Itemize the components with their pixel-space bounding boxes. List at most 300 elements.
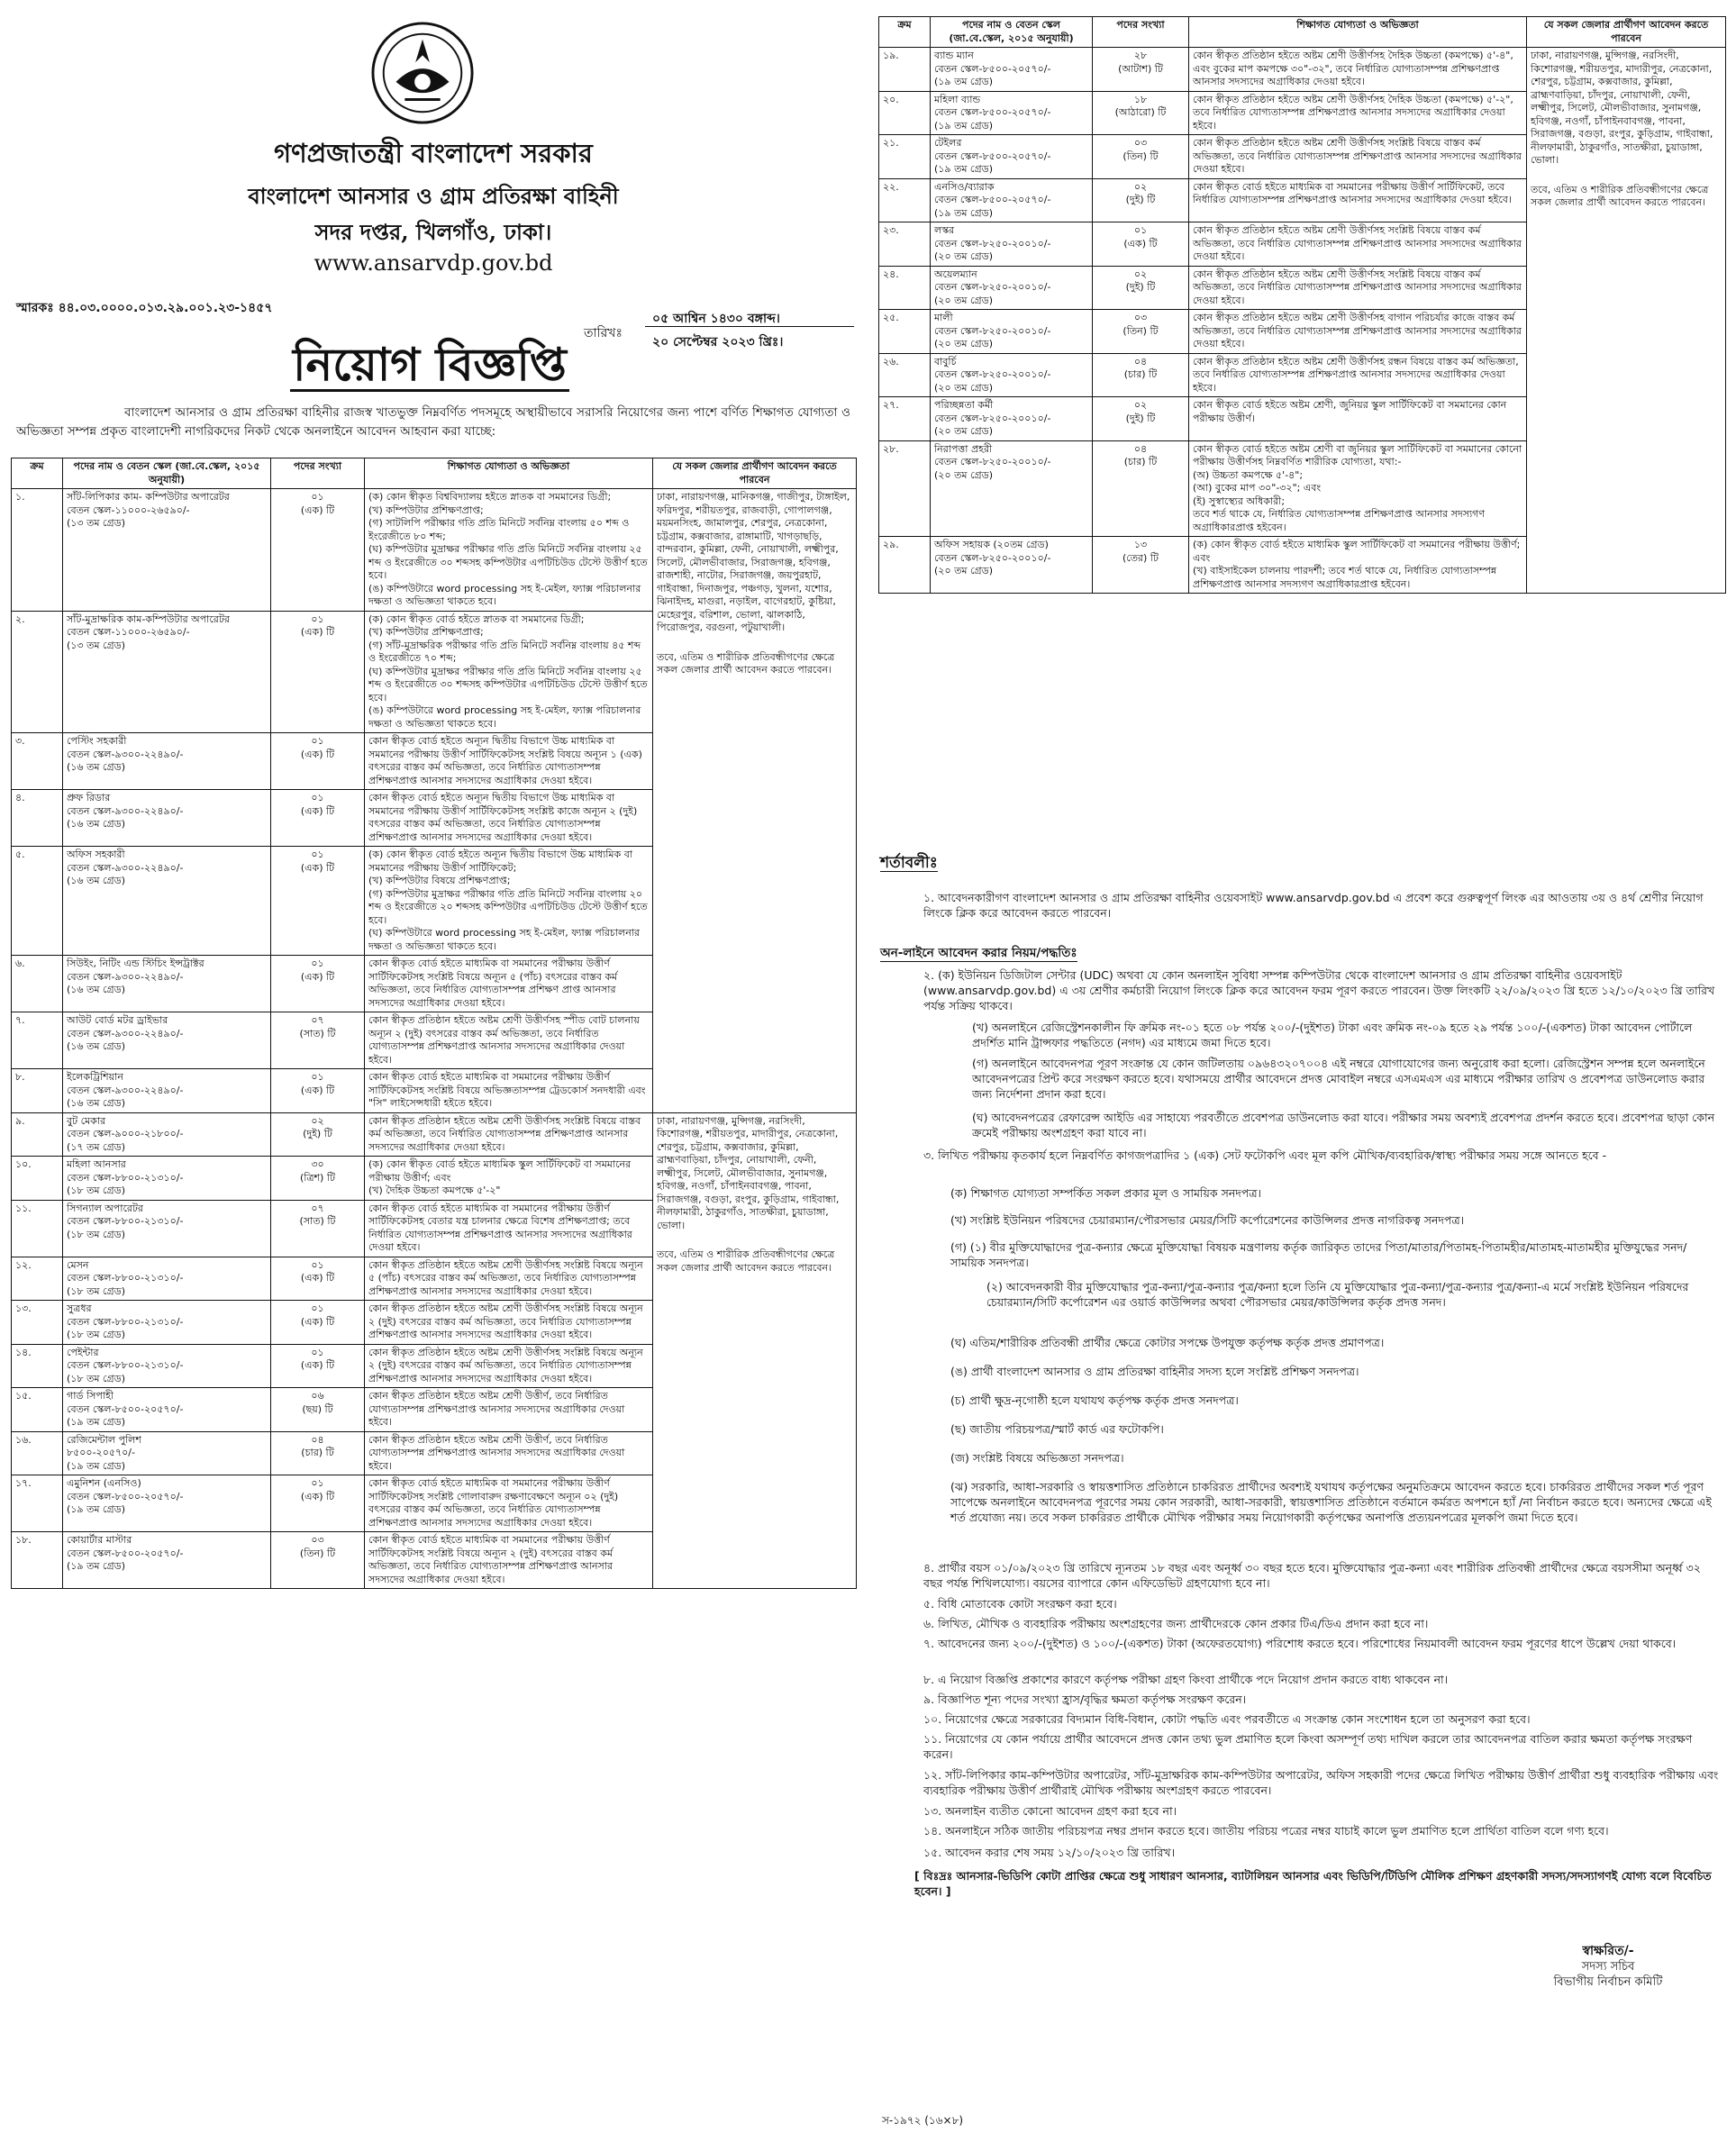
row-qualification [1189,222,1527,267]
count-line: (তিন) টি [1122,150,1159,162]
row-post [63,489,271,612]
count-line: ০১ [311,1302,324,1314]
qualification-line: (ক) কোন স্বীকৃত বিশ্ববিদ্যালয় হইতে স্নাতক বা সমমানের ডিগ্রী; [368,491,612,503]
post-line: পেস্টিং সহকারী [67,735,127,747]
row-count [1093,91,1189,135]
post-line: (১৩ তম গ্রেড) [67,517,126,529]
qualification-line: (ক) কোন স্বীকৃত বোর্ড হইতে অন্যূন দ্বিতীয় বিভাগে উচ্চ মাধ্যমিক বা সমমানের পরীক্ষায় উত্তীর্ণ সার্টিফিকেট; [368,849,633,874]
row-count [1093,222,1189,267]
left-column [11,0,856,1585]
post-line: (১৬ তম গ্রেড) [67,875,126,886]
condition-15: ১৫. আবেদন করার শেষ সময় ১২/১০/২০২৩ খ্রি তারিখ। [923,1846,1176,1859]
qualification-line: (ক) কোন স্বীকৃত বোর্ড হইতে স্নাতক বা সমমানের ডিগ্রী; [368,613,585,625]
post-line: বেতন স্কেল-৯৩০০-২২৪৯০/- [67,1084,184,1096]
count-line: (এক) টি [300,748,335,760]
row-serial: ২৬. [879,353,931,397]
row-post [931,310,1093,354]
office-address: সদর দপ্তর, খিলগাঁও, ঢাকা। [314,219,552,245]
row-post [931,91,1093,135]
post-line: বেতন স্কেল-৮৮০০-২১৩১০/- [67,1315,184,1328]
post-line: বেতন স্কেল-৮৫০০-২০৫৭০/- [934,194,1051,205]
count-line: (ছয়) টি [302,1402,333,1415]
qualification-line: কোন স্বীকৃত বোর্ড হইতে মাধ্যমিক বা সমমানের পরীক্ষায় উত্তীর্ণ সার্টিফিকেটসহ সংশ্লিষ্ট গোলাবারুদ রক্ষণাবেক্ষণে অন্যূন ০২ (দুই) বৎসরের বাস্তব কর্ম অভিজ্ঞতা, তবে নির্ধারিত যোগ্যতাসম্পন্ন প্রশিক্ষণপ্রাপ্ত আনসার সদস্যদের অগ্রাধিকার দেওয়া হইবে। [368,1477,619,1529]
row-post [63,956,271,1012]
qualification-line: (ঘ) কম্পিউটার মুদ্রাক্ষর পরীক্ষার গতি প্রতি মিনিটে সর্বনিম্ন বাংলায় ২৫ শব্দ ও ইংরেজীতে ৩০ শব্দসহ কম্পিউটার এপটিচিউড টেস্টে উত্তীর্ণ হতে হবে। [368,665,648,703]
count-line: ০৩ [1133,137,1148,149]
qualification-line: কোন স্বীকৃত প্রতিষ্ঠান হইতে অষ্টম শ্রেণী উত্তীর্ণসহ সংশ্লিষ্ট বিষয়ে অন্যূন ২ (দুই) বৎসরের বাস্তব কর্ম অভিজ্ঞতা, তবে নির্ধারিত যোগ্যতাসম্পন্ন প্রশিক্ষণপ্রাপ্ত আনসার সদস্যদের অগ্রাধিকার দেওয়া হইবে। [368,1302,643,1340]
count-line: ০৪ [1133,355,1148,368]
qualification-line: কোন স্বীকৃত প্রতিষ্ঠান হইতে অষ্টম শ্রেণী উত্তীর্ণসহ সংশ্লিষ্ট বিষয়ে বাস্তব কর্ম অভিজ্ঞতা, তবে নির্ধারিত যোগ্যতাসম্পন্ন প্রশিক্ষণপ্রাপ্ত আনসার সদস্যদের অগ্রাধিকার দেওয়া হইবে। [1193,137,1522,175]
qualification-line: (খ) কম্পিউটার প্রশিক্ষণপ্রাপ্ত; [368,504,484,516]
count-line: ২৮ [1133,50,1148,61]
post-line: বেতন স্কেল-৯০০০-২১৮০০/- [67,1128,184,1139]
department-name: বাংলাদেশ আনসার ও গ্রাম প্রতিরক্ষা বাহিনী [248,183,619,209]
post-line: ব্যান্ড ম্যান [934,50,974,61]
row-post [63,1012,271,1069]
condition-2-kha: (খ) অনলাইনে রেজিস্ট্রেশনকালীন ফি ক্রমিক নং-০১ হতে ০৮ পর্যন্ত ২০০/-(দুইশত) টাকা এবং ক্রমিক নং-০৯ হতে ২৯ পর্যন্ত ১০০/-(একশত) টাকা আবেদন পোর্টালে প্রদর্শিত মানি ট্রান্সফার পদ্ধতিতে (নগদ) এর মাধ্যমে জমা দিতে হবে। [972,1021,1693,1049]
row-serial: ৭. [12,1012,63,1069]
count-line: ০১ [1133,224,1148,236]
post-line: পরিচ্ছন্নতা কর্মী [934,399,994,411]
row-qualification [365,956,653,1012]
header-serial: ক্রম [12,458,63,489]
count-line: (আটাশ) টি [1118,62,1163,75]
post-line: (২০ তম গ্রেড) [934,338,994,349]
qualification-line: (গ) সাটলিপি পরীক্ষার গতি প্রতি মিনিটে সর্বনিম্ন বাংলায় ৫০ শব্দ ও ইংরেজীতে ৮০ শব্দ; [368,517,630,542]
count-line: (তের) টি [1122,551,1159,564]
row-post [63,1532,271,1589]
district-note: তবে, এতিম ও শারীরিক প্রতিবন্ধীগণের ক্ষেত্রে সকল জেলার প্রার্থী আবেদন করতে পারবেন। [657,1248,835,1274]
count-line: (চার) টি [1123,368,1158,380]
row-post [931,537,1093,594]
qualification-line: (ক) কোন স্বীকৃত বোর্ড হইতে মাধ্যমিক স্কুল সার্টিফিকেট বা সমমানের পরীক্ষায় উত্তীর্ণ; এবং [368,1158,632,1184]
post-line: (১৬ তম গ্রেড) [67,984,126,995]
post-line: বেতন স্কেল-৮৫০০-২০৫৭০/- [67,1490,184,1502]
condition-11: ১১. নিয়োগের যে কোন পর্যায়ে প্রার্থীর আবেদনে প্রদত্ত কোন তথ্য ভুল প্রমাণিত হলে কিংবা অসম্পূর্ণ তথ্য দাখিল করলে তার আবেদনপত্র বাতিল করার ক্ষমতা কর্তৃপক্ষ সংরক্ষণ করেন। [923,1732,1693,1761]
count-line: (দুই) টি [1125,281,1156,293]
post-line: (১৯ তম গ্রেড) [67,1503,126,1515]
row-qualification [1189,353,1527,397]
qualification-line: কোন স্বীকৃত প্রতিষ্ঠান হইতে অষ্টম শ্রেণী উত্তীর্ণসহ সংশ্লিষ্ট বিষয়ে বাস্তব কর্ম অভিজ্ঞতা, তবে নির্ধারিত যোগ্যতাসম্পন্ন প্রশিক্ষণপ্রাপ্ত আনসার সদস্যদের অগ্রাধিকার দেওয়া হইবে। [368,1114,641,1153]
post-line: আউট বোর্ড মটর ড্রাইভার [67,1014,168,1026]
count-line: ০২ [311,1114,324,1127]
count-line: (এক) টি [300,1272,335,1284]
post-line: টেইলর [934,137,962,149]
post-line: (১৯ তম গ্রেড) [67,1560,126,1572]
post-line: অফিস সহকারী [67,849,125,860]
qualification-line: (খ) বাইসাইকেল চালনায় পারদর্শী; তবে শর্ত থাকে যে, নির্ধারিত যোগ্যতাসম্পন্ন প্রশিক্ষণপ্রাপ্ত আনসার সদস্যগণ অগ্রাধিকারপ্রাপ্ত হইবেন। [1193,565,1497,590]
row-qualification [365,489,653,612]
row-post [63,733,271,790]
count-line: (তিন) টি [1122,324,1159,337]
row-serial: ১. [12,489,63,612]
condition-10: ১০. নিয়োগের ক্ষেত্রে সরকারের বিদ্যমান বিধি-বিধান, কোটা পদ্ধতি এবং পরবর্তীতে এ সংক্রান্ত কোন সংশোধন হলে তা অনুসরণ করা হবে। [923,1712,1531,1726]
condition-2-ga: (গ) অনলাইনে আবেদনপত্র পূরণ সংক্রান্ত যে কোন জটিলতায় ০৯৬৪৩২০৭০০৪ এই নম্বরে যোগাযোগের জন্য অনুরোধ করা হলো। রেজিস্ট্রেশন সম্পন্ন হলে অনলাইনে আবেদনপত্রের প্রিন্ট করে সংরক্ষণ করতে হবে। যথাসময়ে প্রার্থীর আবেদনে প্রদত্ত মোবাইল নম্বরে এসএমএস এর মাধ্যমে পরীক্ষার তারিখ ও প্রবেশপত্র ডাউনলোড করার জন্য নির্দেশনা প্রদান করা হবে। [972,1057,1705,1101]
condition-3-gha: (ঘ) এতিম/শারীরিক প্রতিবন্ধী প্রার্থীর ক্ষেত্রে কোটার সপক্ষে উপযুক্ত কর্তৃপক্ষ কর্তৃক প্রদত্ত প্রমাণপত্র। [950,1336,1385,1349]
row-post [931,222,1093,267]
row-qualification [1189,397,1527,441]
condition-3-ka: (ক) শিক্ষাগত যোগ্যতা সম্পর্কিত সকল প্রকার মূল ও সাময়িক সনদপত্র। [950,1186,1261,1200]
post-line: বেতন স্কেল-৯৩০০-২২৪৯০/- [67,970,184,983]
qualification-line: কোন স্বীকৃত বোর্ড হইতে মাধ্যমিক বা সমমানের পরীক্ষায় উত্তীর্ণ সার্টিফিকেট, তবে নির্ধারিত যোগ্যতাসম্পন্ন প্রশিক্ষণপ্রাপ্ত আনসার সদস্যদের অগ্রাধিকার দেওয়া হইবে। [1193,180,1512,205]
post-line: প্রুফ রিডার [67,792,111,803]
row-qualification [1189,135,1527,179]
count-line: ০৭ [311,1202,324,1214]
qualification-line: কোন স্বীকৃত প্রতিষ্ঠান হইতে অষ্টম শ্রেণী উত্তীর্ণসহ সংশ্লিষ্ট বিষয়ে বাস্তব কর্ম অভিজ্ঞতা, তবে নির্ধারিত যোগ্যতাসম্পন্ন প্রশিক্ষণপ্রাপ্ত আনসার সদস্যদের অগ্রাধিকার দেওয়া হইবে। [1193,224,1522,262]
post-line: বেতন স্কেল-৮৮০০-২১৩১০/- [67,1359,184,1371]
condition-3-ga-2: (২) আবেদনকারী বীর মুক্তিযোদ্ধার পুত্র-কন্যা/পুত্র-কন্যার পুত্র/কন্যা হলে তিনি যে মুক্তিযোদ্ধার পুত্র-কন্যা/পুত্র-কন্যার পুত্র/কন্যা-এ মর্মে সংশ্লিষ্ট ইউনিয়ন পরিষদের চেয়ারম্যান/সিটি কর্পোরেশন এর ওয়ার্ড কাউন্সিলর অথবা পৌরসভার মেয়র/কাউন্সিলর কর্তৃক প্রদত্ত সনদ। [986,1280,1689,1309]
count-line: (এক) টি [300,1490,335,1502]
count-line: ০১ [311,613,324,625]
row-post [931,440,1093,537]
header-districts: যে সকল জেলার প্রার্থীগণ আবেদন করতে পারবেন [653,458,857,489]
row-post [931,266,1093,310]
post-line: এমুনিশন (এনসিও) [67,1477,141,1489]
qualification-line: (ঙ) কম্পিউটারে word processing সহ ই-মেইল, ফ্যাক্স পরিচালনার দক্ষতা ও অভিজ্ঞতা থাকতে হবে। [368,582,641,607]
qualification-line: কোন স্বীকৃত বোর্ড হইতে মাধ্যমিক বা সমমানের পরীক্ষায় উত্তীর্ণ সার্টিফিকেটসহ সংশ্লিষ্ট বিষয়ে অন্যূন ৫ (পাঁচ) বৎসরের বাস্তব কর্ম অভিজ্ঞতা, তবে নির্ধারিত যোগ্যতাসম্পন্ন প্রশিক্ষণ প্রাপ্ত আনসার সদস্যদের অগ্রাধিকার দেওয়া হইবে। [368,958,618,1009]
post-line: (১৬ তম গ্রেড) [67,1097,126,1109]
qualification-line: কোন স্বীকৃত বোর্ড হইতে মাধ্যমিক বা সমমানের পরীক্ষায় উত্তীর্ণ সার্টিফিকেটসহ বেতার যন্ত্র চালনার ক্ষেত্রে বিশেষ প্রশিক্ষণপ্রাপ্ত; তবে নির্ধারিত যোগ্যতাসম্পন্ন প্রশিক্ষণপ্রাপ্ত আনসার সদস্যদের অগ্রাধিকার দেওয়া হইবে। [368,1202,632,1253]
row-count [271,1257,365,1301]
district-list: ঢাকা, নারায়ণগঞ্জ, মুন্সিগঞ্জ, নরসিংদী, কিশোরগঞ্জ, শরীয়তপুর, মাদারীপুর, নেত্রকোনা, শেরপুর, চট্টগ্রাম, কক্সবাজার, কুমিল্লা, ব্রাহ্মণবাড়িয়া, চাঁদপুর, নোয়াখালী, ফেনী, লক্ষ্মীপুর, সিলেট, মৌলভীবাজার, সুনামগঞ্জ, হবিগঞ্জ, নওগাঁ, চাঁপাইনবাবগঞ্জ, পাবনা, সিরাজগঞ্জ, বগুড়া, রংপুর, কুড়িগ্রাম, গাইবান্ধা, নীলফামারী, ঠাকুরগাঁও, সাতক্ষীরা, চুয়াডাঙ্গা, ভোলা। [1531,50,1713,166]
count-line: (এক) টি [300,626,335,638]
intro-paragraph: বাংলাদেশ আনসার ও গ্রাম প্রতিরক্ষা বাহিনীর রাজস্ব খাতভুক্ত নিম্নবর্ণিত পদসমূহে অস্থায়ীভাবে সরাসরি নিয়োগের জন্য পাশে বর্ণিত শিক্ষাগত যোগ্যতা ও অভিজ্ঞতা সম্পন্ন প্রকৃত বাংলাদেশী নাগরিকদের নিকট থেকে অনলাইনে আবেদন আহবান করা যাচ্ছে: [16,405,850,439]
govt-title: গণপ্রজাতন্ত্রী বাংলাদেশ সরকার [274,138,593,168]
post-line: বেতন স্কেল-৮২৫০-২০০১০/- [934,368,1051,380]
count-line: ১৮ [1133,93,1148,105]
count-line: ০১ [311,735,324,747]
count-line: ০২ [1133,268,1148,280]
post-line: পেইন্টার [67,1346,99,1358]
post-line: বেতন স্কেল-৮৮০০-২১৩১০/- [67,1171,184,1184]
count-line: (সাত) টি [299,1215,336,1227]
post-line: সিগন্যাল অপারেটর [67,1202,143,1214]
count-line: (এক) টি [300,1315,335,1328]
qualification-line: (ঙ) কম্পিউটারে word processing সহ ই-মেইল, ফ্যাক্স পরিচালনার দক্ষতা ও অভিজ্ঞতা থাকতে হবে। [368,704,641,730]
qualification-line: (ই) সুস্বাস্থ্যের অধিকারী; [1193,495,1286,507]
condition-8: ৮. এ নিয়োগ বিজ্ঞপ্তি প্রকাশের কারণে কর্তৃপক্ষ পরীক্ষা গ্রহণ কিংবা প্রার্থীকে পদে নিয়োগ প্রদান করতে বাধ্য থাকবেন না। [923,1673,1449,1686]
date-label: তারিখঃ [584,326,623,340]
row-count [271,1200,365,1257]
count-line: ০৬ [311,1390,324,1402]
row-post [63,847,271,956]
condition-2-ka: ২. (ক) ইউনিয়ন ডিজিটাল সেন্টার (UDC) অথবা যে কোন অনলাইন সুবিধা সম্পন্ন কম্পিউটার থেকে বাংলাদেশ আনসার ও গ্রাম প্রতিরক্ষা বাহিনীর ওয়েবসাইট (www.ansarvdp.gov.bd) এ ৩য় শ্রেণীর কর্মচারী নিয়োগ লিংকে ক্লিক করে আবেদন ফরম পূরণ করতে পারবেন। উক্ত লিংকটি ২২/০৯/২০২৩ খ্রি হতে ১২/১০/২০২৩ খ্রি তারিখ পর্যন্ত সক্রিয় থাকবে। [923,968,1715,1012]
count-line: ০৩ [1133,312,1148,323]
row-qualification [1189,91,1527,135]
count-line: (আঠারো) টি [1114,106,1167,118]
row-qualification [1189,178,1527,222]
post-line: বেতন স্কেল-৮৫০০-২০৫৭০/- [67,1402,184,1415]
row-post [63,790,271,847]
date-bangla: ০৫ আশ্বিন ১৪৩০ বঙ্গাব্দ। [652,312,780,326]
row-serial: ১২. [12,1257,63,1301]
post-line: (১৯ তম গ্রেড) [934,76,994,87]
row-qualification [365,1388,653,1432]
qualification-line: (গ) সাঁট-মুদ্রাক্ষরিক পরীক্ষার গতি প্রতি মিনিটে সর্বনিম্ন বাংলায় ৪৫ শব্দ ও ইংরেজীতে ৭০ শব্দ; [368,639,641,664]
row-count [1093,266,1189,310]
count-line: ০১ [311,1346,324,1358]
row-count [271,611,365,733]
count-line: ০১ [311,792,324,803]
online-method-heading: অন-লাইনে আবেদন করার নিয়ম/পদ্ধতিঃ [880,946,1077,960]
website-link[interactable]: www.ansarvdp.gov.bd [314,250,553,276]
row-post [63,1388,271,1432]
row-post [931,48,1093,92]
post-line: বেতন স্কেল-১১০০০-২৬৫৯০/- [67,626,190,638]
post-line: বেতন স্কেল-৮৮০০-২১৩১০/- [67,1272,184,1284]
condition-3-ga-1: (গ) (১) বীর মুক্তিযোদ্ধাদের পুত্র-কন্যার ক্ষেত্রে মুক্তিযোদ্ধা বিষয়ক মন্ত্রণালয় কর্তৃক জারিকৃত তাদের পিতা/মাতার/পিতামহ-পিতামহীর/মাতামহ-মাতামহীর মুক্তিযুদ্ধের সনদ/সাময়িক সনদপত্র। [950,1240,1687,1269]
count-line: (দুই) টি [1125,412,1156,424]
qualification-line: কোন স্বীকৃত প্রতিষ্ঠান হইতে অষ্টম শ্রেণী উত্তীর্ণসহ দৈহিক উচ্চতা (কমপক্ষে) ৫'-৪", এবং বুকের মাপ কমপক্ষে ৩০"-৩২", তবে নির্ধারিত যোগ্যতাসম্পন্ন প্রশিক্ষণপ্রাপ্ত আনসার সদস্যদের অগ্রাধিকার দেওয়া হইবে। [1193,50,1513,87]
condition-3-uma: (ঙ) প্রার্থী বাংলাদেশ আনসার ও গ্রাম প্রতিরক্ষা বাহিনীর সদস্য হলে সংশ্লিষ্ট প্রশিক্ষণ সনদপত্র। [950,1365,1359,1378]
qualification-line: কোন স্বীকৃত বোর্ড হইতে অন্যূন দ্বিতীয় বিভাগে উচ্চ মাধ্যমিক বা সমমানের পরীক্ষায় উত্তীর্ণ সার্টিফিকেটসহ সংশ্লিষ্ট বিষয়ে অন্যূন ১ (এক) বৎসরের বাস্তব কর্ম অভিজ্ঞতা, তবে নির্ধারিত যোগ্যতাসম্পন্ন প্রশিক্ষণপ্রাপ্ত আনসার সদস্যদের অগ্রাধিকার দেওয়া হইবে। [368,735,642,786]
row-count [271,1157,365,1201]
post-line: বাবুর্চি [934,355,957,368]
district-note: তবে, এতিম ও শারীরিক প্রতিবন্ধীগণের ক্ষেত্রে সকল জেলার প্রার্থী আবেদন করতে পারবেন। [657,650,835,676]
row-serial: ২০. [879,91,931,135]
post-line: বেতন স্কেল-৮২৫০-২০০১০/- [934,412,1051,424]
district-list: ঢাকা, নারায়ণগঞ্জ, মানিকগঞ্জ, গাজীপুর, টাঙ্গাইল, ফরিদপুর, শরীয়তপুর, রাজবাড়ী, গোপালগঞ্জ, ময়মনসিংহ, জামালপুর, শেরপুর, নেত্রকোনা, চট্টগ্রাম, কক্সবাজার, রাঙ্গামাটি, খাগড়াছড়ি, বান্দরবান, কুমিল্লা, ফেনী, নোয়াখালী, লক্ষ্মীপুর, সিলেট, মৌলভীবাজার, সিরাজগঞ্জ, হবিগঞ্জ, রাজশাহী, নাটোর, সিরাজগঞ্জ, জয়পুরহাট, গাইবান্ধা, দিনাজপুর, পঞ্চগড়, খুলনা, যশোর, ঝিনাইদহ, মাগুরা, নড়াইল, বাগেরহাট, কুষ্টিয়া, মেহেরপুর, বরিশাল, ভোলা, ঝালকাঠি, পিরোজপুর, বরগুনা, পটুয়াখালী। [657,491,850,633]
qualification-line: কোন স্বীকৃত বোর্ড হইতে মাধ্যমিক বা সমমানের পরীক্ষায় উত্তীর্ণ সার্টিফিকেটসহ সংশ্লিষ্ট বিষয়ে অভিজ্ঞতাসম্পন্ন ট্রেডকোর্স সনদধারী এবং "সি" লাইসেন্সধারী হইতে হইবে। [368,1071,646,1109]
post-line: (১৯ তম গ্রেড) [934,163,994,175]
row-qualification [365,1012,653,1069]
row-qualification [365,1200,653,1257]
row-count [271,1431,365,1475]
date-divider [645,326,854,327]
post-line: (১৮ তম গ্রেড) [67,1228,126,1240]
district-note: তবে, এতিম ও শারীরিক প্রতিবন্ধীগণের ক্ষেত্রে সকল জেলার প্রার্থী আবেদন করতে পারবেন। [1531,183,1709,208]
qualification-line: কোন স্বীকৃত বোর্ড হইতে মাধ্যমিক বা সমমানের পরীক্ষায় উত্তীর্ণ সার্টিফিকেটসহ সংশ্লিষ্ট বিষয়ে অন্যূন ২ (দুই) বৎসরের বাস্তব কর্ম অভিজ্ঞতা, তবে নির্ধারিত যোগ্যতাসম্পন্ন প্রশিক্ষণপ্রাপ্ত আনসার সদস্যদের অগ্রাধিকার দেওয়া হইবে। [368,1534,614,1585]
count-line: ০৭ [311,1014,324,1026]
row-post [63,1475,271,1532]
qualification-line: কোন স্বীকৃত প্রতিষ্ঠান হইতে অষ্টম শ্রেণী উত্তীর্ণসহ সংশ্লিষ্ট বিষয়ে অন্যূন ২ (দুই) বৎসরের বাস্তব কর্ম অভিজ্ঞতা, তবে নির্ধারিত যোগ্যতাসম্পন্ন প্রশিক্ষণপ্রাপ্ত আনসার সদস্যদের অগ্রাধিকার দেওয়া হইবে। [368,1346,643,1384]
row-serial: ২৭. [879,397,931,441]
row-serial: ২৪. [879,266,931,310]
count-line: (এক) টি [300,970,335,983]
row-post [931,397,1093,441]
count-line: ০১ [311,1071,324,1083]
qualification-line: কোন স্বীকৃত বোর্ড হইতে অষ্টম শ্রেণী বা জুনিয়র স্কুল সার্টিফিকেট বা সমমানের কোনো পরীক্ষায় উত্তীর্ণসহ নিম্নবর্ণিত শারীরিক যোগ্যতা, যথা:- [1193,442,1522,467]
post-line: (১৮ তম গ্রেড) [67,1184,126,1196]
row-post [63,1157,271,1201]
post-line: (২০ তম গ্রেড) [934,425,994,437]
signatory-title: সদস্য সচিব [1581,1960,1635,1974]
qualification-line: (ঘ) কম্পিউটারে word processing সহ ই-মেইল, ফ্যাক্স পরিচালনার দক্ষতা ও অভিজ্ঞতা থাকতে হবে। [368,927,640,952]
notice-header [11,0,856,473]
post-line: সাঁট-লিপিকার কাম- কম্পিউটার অপারেটর [67,491,230,503]
qualification-line: কোন স্বীকৃত বোর্ড হইতে অষ্টম শ্রেণী, জুনিয়র স্কুল সার্টিফিকেট বা সমমানের কোন পরীক্ষায় উত্তীর্ণ। [1193,399,1507,424]
post-line: বেতন স্কেল-৮২৫০-২০০১০/- [934,237,1051,250]
row-serial: ১৩. [12,1301,63,1345]
post-line: অফিস সহায়ক (২০তম গ্রেড) [934,539,1049,550]
count-line: ০১ [311,1477,324,1489]
post-line: (১৯ তম গ্রেড) [934,119,994,132]
row-count [271,1112,365,1157]
post-line: বেতন স্কেল-৯৩০০-২২৪৯০/- [67,804,184,817]
row-count [271,790,365,847]
row-count [1093,310,1189,354]
row-serial: ১৪. [12,1344,63,1388]
condition-3-jha: (ঝ) সরকারি, আধা-সরকারি ও স্বায়ত্তশাসিত প্রতিষ্ঠানে চাকরিরত প্রার্থীদের অবশ্যই যথাযথ কর্তৃপক্ষের অনুমতিক্রমে আবেদন করতে হবে। চাকরিরত প্রার্থীদের সকল শর্ত পূরণ সাপেক্ষে অনলাইনে আবেদনপত্র পূরণের সময় কোন সরকারী, আধা-সরকারী, স্বায়ত্তশাসিত প্রতিষ্ঠানে বর্তমানে কর্মরত অপশনে হ্যাঁ /না নির্বাচন করতে হবে। অন্যদের ক্ষেত্রে এই শর্ত প্রযোজ্য নয়। তবে সকল চাকরিরত প্রার্থীকে মৌখিক পরীক্ষার সময় নিয়োগকারী কর্তৃপক্ষের অনাপত্তি প্রত্যয়নপত্রের মূলকপি জমা দিতে হবে। [950,1480,1712,1524]
post-line: এনসিও/ব্যারাক [934,180,995,193]
row-serial: ৪. [12,790,63,847]
row-qualification [1189,266,1527,310]
row-qualification [365,1112,653,1157]
jobs-table-left [11,458,857,1589]
row-qualification [365,1157,653,1201]
count-line: (এক) টি [300,804,335,817]
jobs-table-right [878,16,1726,594]
date-english: ২০ সেপ্টেম্বর ২০২৩ খ্রিঃ। [652,335,784,349]
row-qualification [365,1475,653,1532]
count-line: ১৩ [1133,539,1148,550]
row-count [271,847,365,956]
footer-code: স-১৯৭২ (১৬×৮) [882,2114,964,2127]
condition-2-gha: (ঘ) আবেদনপত্রের রেফারেন্স আইডি এর সাহায্যে পরবর্তীতে প্রবেশপত্র ডাউনলোড করা যাবে। পরীক্ষার সময় অবশ্যই প্রবেশপত্র প্রদর্শন করতে হবে। প্রবেশপত্র ছাড়া কোন ক্রমেই পরীক্ষায় অংশগ্রহণ করা যাবে না। [972,1111,1715,1139]
condition-3: ৩. লিখিত পরীক্ষায় কৃতকার্য হলে নিম্নবর্ণিত কাগজপত্রাদির ১ (এক) সেট ফটোকপি এবং মূল কপি মৌখিক/ব্যবহারিক/স্বাস্থ্য পরীক্ষার সময় সঙ্গে আনতে হবে - [923,1148,1607,1162]
row-serial: ১০. [12,1157,63,1201]
row-qualification [365,1301,653,1345]
row-count [271,733,365,790]
post-line: গার্ড সিপাহী [67,1390,114,1402]
header-count: পদের সংখ্যা [1093,17,1189,48]
row-post [63,1257,271,1301]
condition-3-kha: (খ) সংশ্লিষ্ট ইউনিয়ন পরিষদের চেয়ারম্যান/পৌরসভার মেয়র/সিটি কর্পোরেশনের কাউন্সিলর প্রদত্ত নাগরিকত্ব সনদপত্র। [950,1213,1465,1227]
condition-14: ১৪. অনলাইনে সঠিক জাতীয় পরিচয়পত্র নম্বর প্রদান করতে হবে। জাতীয় পরিচয় পত্রের নম্বর যাচাই কালে ভুল প্রমাণিত হলে প্রার্থিতা বাতিল বলে গণ্য হবে। [923,1824,1609,1838]
row-qualification [365,790,653,847]
count-line: ০১ [311,491,324,503]
row-serial: ৫. [12,847,63,956]
post-line: বেতন স্কেল-৮২৫০-২০০১০/- [934,551,1051,564]
row-serial: ৮. [12,1069,63,1113]
post-line: লস্কর [934,224,955,236]
post-line: (২০ তম গ্রেড) [934,565,994,576]
row-serial: ২৯. [879,537,931,594]
condition-5: ৫. বিধি মোতাবেক কোটা সংরক্ষণ করা হবে। [923,1597,1117,1611]
row-qualification [365,1344,653,1388]
table-header-row [12,458,857,489]
qualification-line: (ঘ) কম্পিউটার মুদ্রাক্ষর পরীক্ষার গতি প্রতি মিনিটে সর্বনিম্ন বাংলায় ২৫ শব্দ ও ইংরেজীতে ৩০ শব্দসহ কম্পিউটার এপটিচিউড টেস্টে উত্তীর্ণ হতে হবে। [368,543,648,581]
row-districts [1527,48,1726,594]
qualification-line: কোন স্বীকৃত প্রতিষ্ঠান হইতে অষ্টম শ্রেণী উত্তীর্ণসহ সংশ্লিষ্ট বিষয়ে অন্যূন ৫ (পাঁচ) বৎসরের বাস্তব কর্ম অভিজ্ঞতা, তবে নির্ধারিত যোগ্যতাসম্পন্ন প্রশিক্ষণপ্রাপ্ত আনসার সদস্যদের অগ্রাধিকার দেওয়া হইবে। [368,1258,643,1297]
post-line: (২০ তম গ্রেড) [934,294,994,306]
post-line: (১৮ তম গ্রেড) [67,1372,126,1384]
row-districts [653,489,857,1113]
row-qualification [1189,440,1527,537]
row-count [271,1388,365,1432]
qualification-line: কোন স্বীকৃত প্রতিষ্ঠান হইতে অষ্টম শ্রেণী উত্তীর্ণসহ রন্ধন বিষয়ে বাস্তব কর্ম অভিজ্ঞতা, তবে নির্ধারিত যোগ্যতাসম্পন্ন প্রশিক্ষণপ্রাপ্ত আনসার সদস্যদের অগ্রাধিকার দেওয়া হইবে। [1193,355,1519,394]
post-line: ৮৫০০-২০৫৭০/- [67,1447,135,1458]
row-serial: ২১. [879,135,931,179]
row-count [271,1475,365,1532]
post-line: মহিলা ব্যান্ড [934,93,981,105]
header-serial: ক্রম [879,17,931,48]
condition-12: ১২. সাঁট-লিপিকার কাম-কম্পিউটার অপারেটর, সাঁট-মুদ্রাক্ষরিক কাম-কম্পিউটার অপারেটর, অফিস সহকারী পদের ক্ষেত্রে লিখিত পরীক্ষায় উত্তীর্ণ প্রার্থীরা শুধু ব্যবহারিক পরীক্ষায় এবং ব্যবহারিক পরীক্ষায় উত্তীর্ণ প্রার্থীরাই মৌখিক পরীক্ষায় অংশগ্রহণ করতে পারবেন। [923,1768,1719,1797]
count-line: ০৩ [311,1534,324,1546]
row-post [63,1200,271,1257]
header-count: পদের সংখ্যা [271,458,365,489]
condition-13: ১৩. অনলাইন ব্যতীত কোনো আবেদন গ্রহণ করা হবে না। [923,1804,1177,1818]
row-qualification [365,1069,653,1113]
post-line: সিউইং, নিটিং এন্ড স্টিচিং ইন্সট্রাক্টর [67,958,205,969]
conditions-title: শর্তাবলীঃ [880,854,938,872]
post-line: নিরাপত্তা প্রহরী [934,442,993,455]
qualification-line: (খ) দৈহিক উচ্চতা কমপক্ষে ৫'-২" [368,1184,501,1196]
row-qualification [365,611,653,733]
post-line: (১৬ তম গ্রেড) [67,1040,126,1052]
post-line: (১৯ তম গ্রেড) [67,1416,126,1428]
condition-4: ৪. প্রার্থীর বয়স ০১/০৯/২০২৩ খ্রি তারিখে ন্যূনতম ১৮ বছর এবং অনূর্ধ্ব ৩০ বছর হতে হবে। মুক্তিযোদ্ধার পুত্র-কন্যা এবং শারীরিক প্রতিবন্ধী প্রার্থীদের ক্ষেত্রে বয়সসীমা অনূর্ধ্ব ৩২ বছর পর্যন্ত শিথিলযোগ্য। বয়সের ব্যাপারে কোন এফিডেভিট গ্রহণযোগ্য হবে না। [923,1561,1701,1590]
row-qualification [1189,48,1527,92]
post-line: বেতন স্কেল-৯৩০০-২২৪৯০/- [67,861,184,874]
table-row [12,489,857,612]
post-line: মহিলা আনসার [67,1158,126,1170]
count-line: ৩০ [311,1158,324,1170]
row-qualification [365,1257,653,1301]
signed-label: স্বাক্ষরিত/- [1582,1944,1634,1958]
post-line: সাঁট-মুদ্রাক্ষরিক কাম-কম্পিউটার অপারেটর [67,613,230,625]
post-line: (১৭ তম গ্রেড) [67,1140,126,1153]
row-districts [653,1112,857,1589]
post-line: (২০ তম গ্রেড) [934,250,994,262]
condition-3-cha: (চ) প্রার্থী ক্ষুদ্র-নৃগোষ্ঠী হলে যথাযথ কর্তৃপক্ষ কর্তৃক প্রদত্ত সনদপত্র। [950,1393,1239,1407]
special-note: [ বিঃদ্রঃ আনসার-ভিডিপি কোটা প্রাপ্তির ক্ষেত্রে শুধু সাধারণ আনসার, ব্যাটালিয়ন আনসার এবং ভিডিপি/টিডিপি মৌলিক প্রশিক্ষণ গ্রহণকারী সদস্য/সদস্যাগণই যোগ্য বলে বিবেচিত হবেন। ] [914,1869,1712,1898]
table-row [879,48,1726,92]
count-line: (এক) টি [300,1359,335,1371]
qualification-line: কোন স্বীকৃত প্রতিষ্ঠান হইতে অষ্টম শ্রেণী উত্তীর্ণসহ স্পীড বোট চালনায় অন্যূন ২ (দুই) বৎসরের বাস্তব কর্ম অভিজ্ঞতা, তবে নির্ধারিত যোগ্যতাসম্পন্ন প্রশিক্ষণপ্রাপ্ত আনসার সদস্যদের অগ্রাধিকার দেওয়া হইবে। [368,1014,640,1066]
qualification-line: (খ) কম্পিউটার বিষয়ে প্রশিক্ষণপ্রাপ্ত; [368,875,511,886]
row-post [931,178,1093,222]
row-count [1093,537,1189,594]
row-serial: ১৬. [12,1431,63,1475]
post-line: (১৩ তম গ্রেড) [67,639,126,651]
row-post [63,1069,271,1113]
notice-title: নিয়োগ বিজ্ঞপ্তি [290,331,569,392]
row-post [63,1344,271,1388]
count-line: ০৪ [311,1433,324,1446]
count-line: (ত্রিশ) টি [300,1171,335,1184]
row-qualification [365,847,653,956]
post-line: মেসন [67,1258,89,1271]
count-line: (দুই) টি [1125,194,1156,205]
post-line: কোয়ার্টার মাস্টার [67,1534,132,1546]
row-post [63,1431,271,1475]
count-line: ০২ [1133,399,1148,411]
post-line: সুত্রধর [67,1302,92,1314]
table-row [12,1112,857,1157]
row-serial: ২৩. [879,222,931,267]
post-line: বুট মেকার [67,1114,106,1127]
qualification-line: (আ) বুকের মাপ ৩০"-৩২"; এবং [1193,482,1322,494]
row-count [1093,440,1189,537]
qualification-line: কোন স্বীকৃত প্রতিষ্ঠান হইতে অষ্টম শ্রেণী উত্তীর্ণসহ দৈহিক উচ্চতা (কমপক্ষে) ৫'-২", তবে নির্ধারিত যোগ্যতাসম্পন্ন প্রশিক্ষণপ্রাপ্ত আনসার সদস্যদের অগ্রাধিকার দেওয়া হইবে। [1193,93,1513,132]
row-post [63,1301,271,1345]
post-line: বেতন স্কেল-১১০০০-২৬৫৯০/- [67,504,190,516]
row-count [271,1301,365,1345]
row-post [63,1112,271,1157]
count-line: ০২ [1133,180,1148,193]
row-qualification [365,1431,653,1475]
condition-6: ৬. লিখিত, মৌখিক ও ব্যবহারিক পরীক্ষায় অংশগ্রহণের জন্য প্রার্থীদেরকে কোন প্রকার টিএ/ডিএ প্রদান করা হবে না। [923,1617,1429,1630]
count-line: (এক) টি [300,504,335,516]
row-count [1093,48,1189,92]
qualification-line: কোন স্বীকৃত প্রতিষ্ঠান হইতে অষ্টম শ্রেণী উত্তীর্ণসহ সংশ্লিষ্ট বিষয়ে বাস্তব কর্ম অভিজ্ঞতা, তবে নির্ধারিত যোগ্যতাসম্পন্ন প্রশিক্ষণপ্রাপ্ত আনসার সদস্যদের অগ্রাধিকার দেওয়া হইবে। [1193,268,1522,306]
count-line: (দুই) টি [303,1128,332,1139]
row-count [271,489,365,612]
qualification-line: কোন স্বীকৃত প্রতিষ্ঠান হইতে অষ্টম শ্রেণী উত্তীর্ণ, তবে নির্ধারিত যোগ্যতাসম্পন্ন প্রশিক্ষণপ্রাপ্ত আনসার সদস্যদের অগ্রাধিকার দেওয়া হইবে। [368,1433,625,1472]
row-serial: ২৮. [879,440,931,537]
memo-number: স্মারকঃ ৪৪.০৩.০০০০.০১৩.২৯.০০১.২৩-১৪৫৭ [16,301,273,315]
